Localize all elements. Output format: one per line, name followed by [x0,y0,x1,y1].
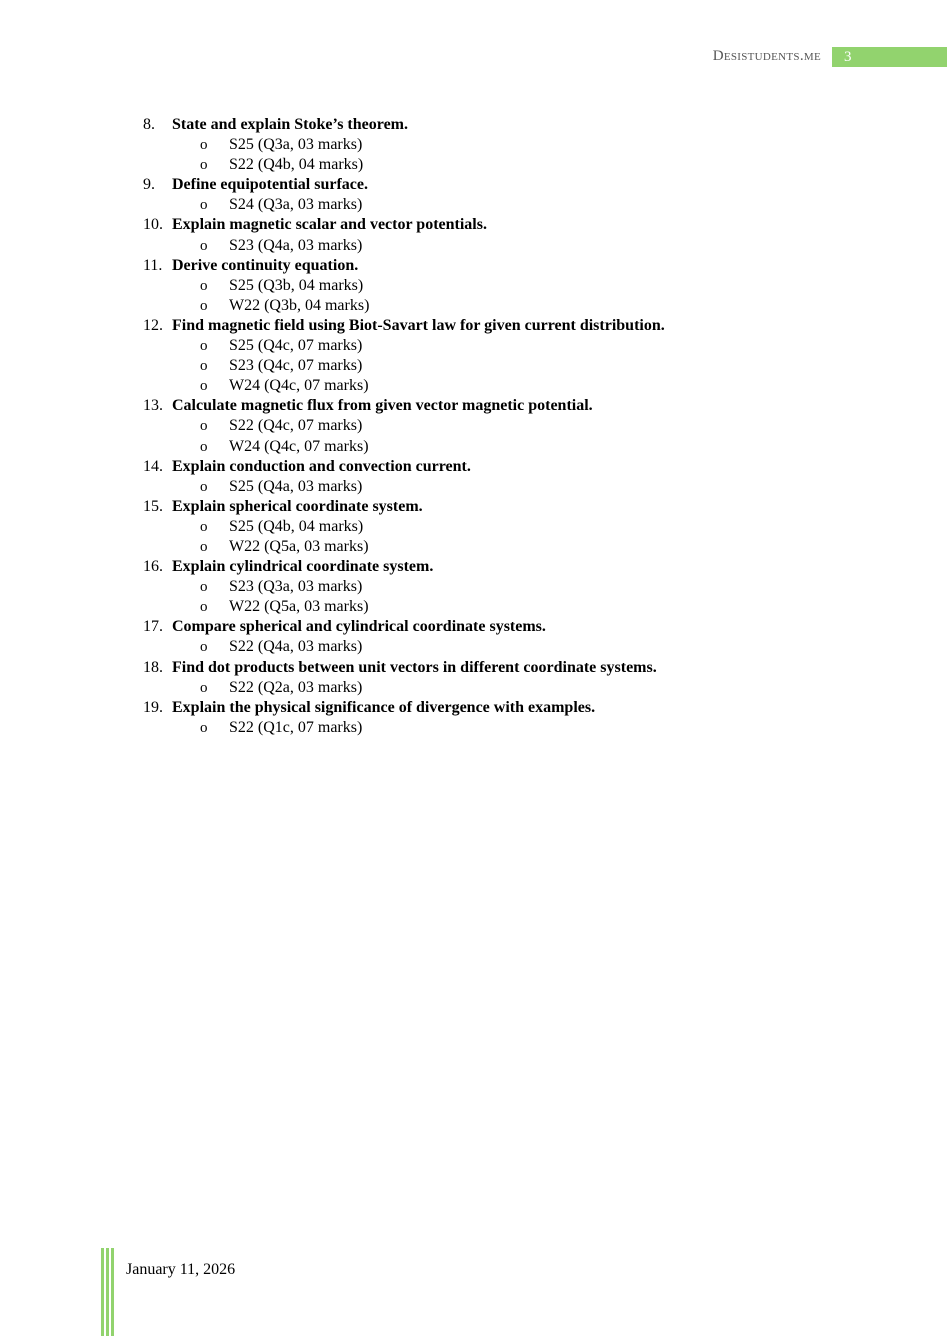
bullet-icon: o [200,378,208,395]
question-line [143,698,863,718]
question-text: Compare spherical and cylindrical coordinate systems. [172,618,546,636]
bullet-icon: o [200,478,208,495]
source-text: S22 (Q4c, 07 marks) [229,417,363,435]
bullet-icon: o [200,599,208,616]
source-text: W22 (Q5a, 03 marks) [229,537,369,555]
question-item [143,658,863,698]
source-text: W22 (Q3b, 04 marks) [229,296,370,314]
question-number: 14. [143,457,163,475]
question-item [143,698,863,738]
footer-accent-bar [111,1248,114,1336]
source-text: S22 (Q2a, 03 marks) [229,678,363,696]
bullet-icon: o [200,277,208,294]
question-item [143,396,863,456]
question-line [143,396,863,416]
question-text: Explain spherical coordinate system. [172,497,423,515]
bullet-icon: o [200,358,208,375]
question-item [143,557,863,617]
source-text: W22 (Q5a, 03 marks) [229,598,369,616]
source-item [143,276,863,296]
source-text: S25 (Q4b, 04 marks) [229,517,364,535]
source-item [143,577,863,597]
question-line [143,557,863,577]
source-text: S22 (Q1c, 07 marks) [229,718,363,736]
question-number: 19. [143,698,163,716]
question-item [143,457,863,497]
source-text: S22 (Q4b, 04 marks) [229,156,364,174]
site-name: Desistudents.me [712,48,821,64]
question-line [143,497,863,517]
bullet-icon: o [200,338,208,355]
source-item [143,356,863,376]
bullet-icon: o [200,518,208,535]
question-number: 9. [143,176,155,194]
bullet-icon: o [200,679,208,696]
source-text: S24 (Q3a, 03 marks) [229,196,363,214]
question-line [143,658,863,678]
bullet-icon: o [200,197,208,214]
question-number: 8. [143,116,155,133]
source-item [143,195,863,215]
source-text: W24 (Q4c, 07 marks) [229,437,369,455]
question-number: 11. [143,256,163,274]
source-text: S25 (Q3b, 04 marks) [229,276,364,294]
bullet-icon: o [200,438,208,455]
question-item [143,256,863,316]
bullet-icon: o [200,538,208,555]
source-item [143,718,863,738]
question-line [143,617,863,637]
question-line [143,215,863,235]
source-text: S23 (Q4c, 07 marks) [229,357,363,375]
question-line [143,175,863,195]
source-item [143,678,863,698]
bullet-icon: o [200,157,208,174]
source-text: S25 (Q4c, 07 marks) [229,337,363,355]
source-text: S25 (Q4a, 03 marks) [229,477,363,495]
question-line [143,316,863,336]
source-text: W24 (Q4c, 07 marks) [229,377,369,395]
bullet-icon: o [200,719,208,736]
page-number-badge: 3 [832,47,947,67]
source-item [143,236,863,256]
question-item [143,316,863,396]
source-text: S25 (Q3a, 03 marks) [229,136,363,154]
bullet-icon: o [200,237,208,254]
bullet-icon: o [200,579,208,596]
question-text: State and explain Stoke’s theorem. [172,116,408,133]
question-text: Explain conduction and convection current. [172,457,471,475]
question-text: Define equipotential surface. [172,176,368,194]
footer-date: January 11, 2026 [126,1261,236,1278]
question-line [143,115,863,135]
question-text: Calculate magnetic flux from given vector magnetic potential. [172,397,593,415]
question-item [143,215,863,255]
question-number: 13. [143,397,163,415]
source-item [143,376,863,396]
question-number: 10. [143,216,163,234]
source-text: S23 (Q4a, 03 marks) [229,236,363,254]
bullet-icon: o [200,297,208,314]
source-item [143,477,863,497]
source-item [143,336,863,356]
question-item [143,497,863,557]
bullet-icon: o [200,639,208,656]
question-text: Derive continuity equation. [172,256,359,274]
source-item [143,517,863,537]
question-item [143,115,863,175]
question-text: Explain magnetic scalar and vector potentials. [172,216,487,234]
source-item [143,597,863,617]
question-number: 17. [143,618,163,636]
bullet-icon: o [200,137,208,154]
source-text: S22 (Q4a, 03 marks) [229,638,363,656]
question-number: 16. [143,558,163,576]
question-list [143,115,863,738]
question-line [143,457,863,477]
source-item [143,637,863,657]
source-item [143,537,863,557]
source-text: S23 (Q3a, 03 marks) [229,578,363,596]
source-item [143,416,863,436]
source-item [143,437,863,457]
source-item [143,135,863,155]
footer-accent-bar [106,1248,109,1336]
source-item [143,296,863,316]
question-number: 18. [143,658,163,676]
question-item [143,175,863,215]
question-text: Explain the physical significance of divergence with examples. [172,698,596,716]
question-text: Find magnetic field using Biot-Savart law for given current distribution. [172,316,665,334]
footer-accent-bar [101,1248,104,1336]
question-text: Find dot products between unit vectors in different coordinate systems. [172,658,657,676]
question-line [143,256,863,276]
source-item [143,155,863,175]
question-number: 12. [143,316,163,334]
question-item [143,617,863,657]
question-text: Explain cylindrical coordinate system. [172,558,434,576]
bullet-icon: o [200,418,208,435]
question-number: 15. [143,497,163,515]
